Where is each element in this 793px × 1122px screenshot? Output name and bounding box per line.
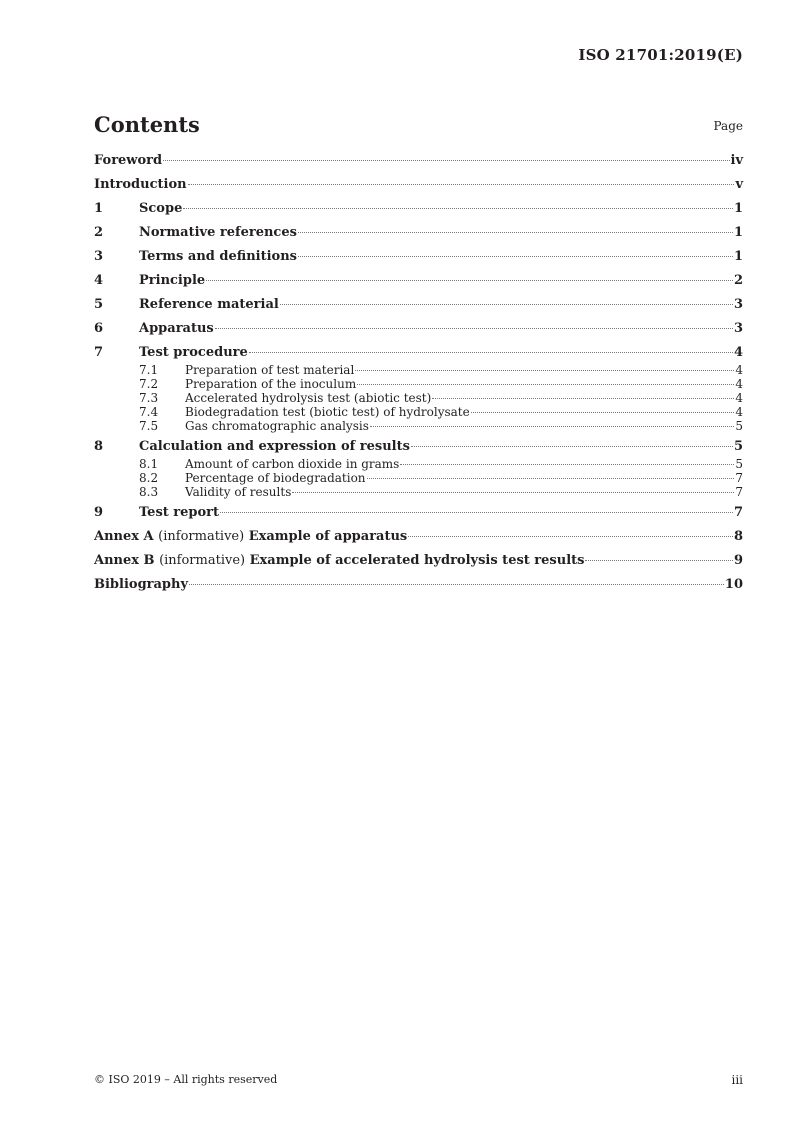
toc-page: 1	[733, 225, 743, 240]
toc-label: Validity of results	[185, 485, 292, 499]
annex-type: (informative)	[158, 529, 245, 544]
toc-page: 1	[733, 201, 743, 216]
toc-number: 7.1	[139, 363, 159, 377]
toc-page: 4	[735, 391, 743, 405]
toc-subentry[interactable]	[94, 471, 743, 485]
annex-type: (informative)	[159, 553, 246, 568]
leader-dots	[298, 256, 733, 257]
toc-number: 9	[94, 505, 104, 520]
toc-subentry[interactable]	[94, 377, 743, 391]
leader-dots	[292, 492, 734, 493]
leader-dots	[355, 370, 734, 371]
toc-number: 8.1	[139, 457, 159, 471]
toc-number: 8.2	[139, 471, 159, 485]
leader-dots	[585, 560, 732, 561]
toc-label: Biodegradation test (biotic test) of hydrolysate	[185, 405, 470, 419]
copyright-notice: © ISO 2019 – All rights reserved	[94, 1073, 278, 1086]
toc-subentry[interactable]	[94, 485, 743, 499]
toc-number: 2	[94, 225, 104, 240]
toc-subentry[interactable]	[94, 363, 743, 377]
toc-number: 8.3	[139, 485, 159, 499]
toc-label: Foreword	[94, 153, 163, 168]
toc-entry-bibliography[interactable]	[94, 577, 743, 595]
toc-entry-foreword[interactable]	[94, 153, 743, 171]
toc-entry-test-report[interactable]	[94, 505, 743, 523]
toc-label: Calculation and expression of results	[139, 439, 410, 454]
leader-dots	[215, 328, 733, 329]
toc-label: Test procedure	[139, 345, 248, 360]
toc-page: 3	[733, 321, 743, 336]
toc-entry-terms-and-definitions[interactable]	[94, 249, 743, 267]
toc-number: 7.3	[139, 391, 159, 405]
toc-label: Amount of carbon dioxide in grams	[185, 457, 400, 471]
leader-dots	[189, 584, 724, 585]
leader-dots	[408, 536, 733, 537]
toc-page: 3	[733, 297, 743, 312]
toc-number: 7.2	[139, 377, 159, 391]
toc-number: 5	[94, 297, 104, 312]
leader-dots	[367, 478, 735, 479]
toc-page: 5	[735, 457, 743, 471]
toc-page: 7	[735, 471, 743, 485]
leader-dots	[163, 160, 729, 161]
leader-dots	[298, 232, 733, 233]
leader-dots	[220, 512, 733, 513]
toc-label: Test report	[139, 505, 220, 520]
leader-dots	[471, 412, 735, 413]
toc-page: 1	[733, 249, 743, 264]
toc-page: 7	[735, 485, 743, 499]
leader-dots	[400, 464, 734, 465]
page-column-label: Page	[713, 119, 743, 133]
table-of-contents	[94, 153, 743, 595]
toc-label: Example of accelerated hydrolysis test results	[249, 553, 585, 568]
toc-label: Principle	[139, 273, 206, 288]
toc-number: 8	[94, 439, 104, 454]
toc-entry-annex-a[interactable]	[94, 529, 743, 547]
toc-subentry[interactable]	[94, 419, 743, 433]
toc-label: Gas chromatographic analysis	[185, 419, 369, 433]
toc-label: Reference material	[139, 297, 279, 312]
toc-number: 3	[94, 249, 104, 264]
toc-page: 4	[735, 405, 743, 419]
annex-prefix: Annex A	[94, 529, 154, 544]
toc-label: Introduction	[94, 177, 187, 192]
toc-label: Normative references	[139, 225, 297, 240]
toc-page: iv	[730, 153, 743, 168]
toc-label: Bibliography	[94, 577, 189, 592]
toc-entry-principle[interactable]	[94, 273, 743, 291]
toc-entry-reference-material[interactable]	[94, 297, 743, 315]
toc-entry-test-procedure[interactable]	[94, 345, 743, 363]
toc-number: 7.4	[139, 405, 159, 419]
toc-label: Apparatus	[139, 321, 214, 336]
toc-page: 9	[733, 553, 743, 568]
leader-dots	[357, 384, 734, 385]
document-id: ISO 21701:2019(E)	[578, 46, 743, 64]
toc-subentry[interactable]	[94, 391, 743, 405]
toc-label: Preparation of the inoculum	[185, 377, 357, 391]
leader-dots	[370, 426, 734, 427]
toc-page: 7	[733, 505, 743, 520]
page-number: iii	[731, 1073, 743, 1087]
leader-dots	[188, 184, 735, 185]
toc-page: 4	[733, 345, 743, 360]
toc-label: Terms and definitions	[139, 249, 297, 264]
toc-entry-calculation[interactable]	[94, 439, 743, 457]
toc-number: 1	[94, 201, 104, 216]
toc-page: 5	[733, 439, 743, 454]
toc-label: Example of apparatus	[248, 529, 408, 544]
toc-page: 10	[724, 577, 743, 592]
leader-dots	[432, 398, 734, 399]
toc-page: 5	[735, 419, 743, 433]
leader-dots	[183, 208, 733, 209]
toc-page: 2	[733, 273, 743, 288]
leader-dots	[249, 352, 733, 353]
toc-number: 6	[94, 321, 104, 336]
toc-entry-normative-references[interactable]	[94, 225, 743, 243]
toc-number: 4	[94, 273, 104, 288]
leader-dots	[280, 304, 733, 305]
toc-entry-scope[interactable]	[94, 201, 743, 219]
toc-subentry[interactable]	[94, 405, 743, 419]
leader-dots	[206, 280, 733, 281]
toc-entry-apparatus[interactable]	[94, 321, 743, 339]
toc-entry-annex-b[interactable]	[94, 553, 743, 571]
leader-dots	[411, 446, 733, 447]
toc-page: 8	[733, 529, 743, 544]
toc-page: 4	[735, 363, 743, 377]
toc-number: 7	[94, 345, 104, 360]
toc-label: Preparation of test material	[185, 363, 355, 377]
toc-page: 4	[735, 377, 743, 391]
toc-label: Scope	[139, 201, 183, 216]
annex-prefix: Annex B	[94, 553, 155, 568]
toc-page: v	[735, 177, 743, 192]
toc-subentry[interactable]	[94, 457, 743, 471]
toc-label: Accelerated hydrolysis test (abiotic test)	[185, 391, 432, 405]
toc-entry-introduction[interactable]	[94, 177, 743, 195]
toc-number: 7.5	[139, 419, 159, 433]
toc-label: Percentage of biodegradation	[185, 471, 366, 485]
page-title: Contents	[94, 112, 200, 137]
